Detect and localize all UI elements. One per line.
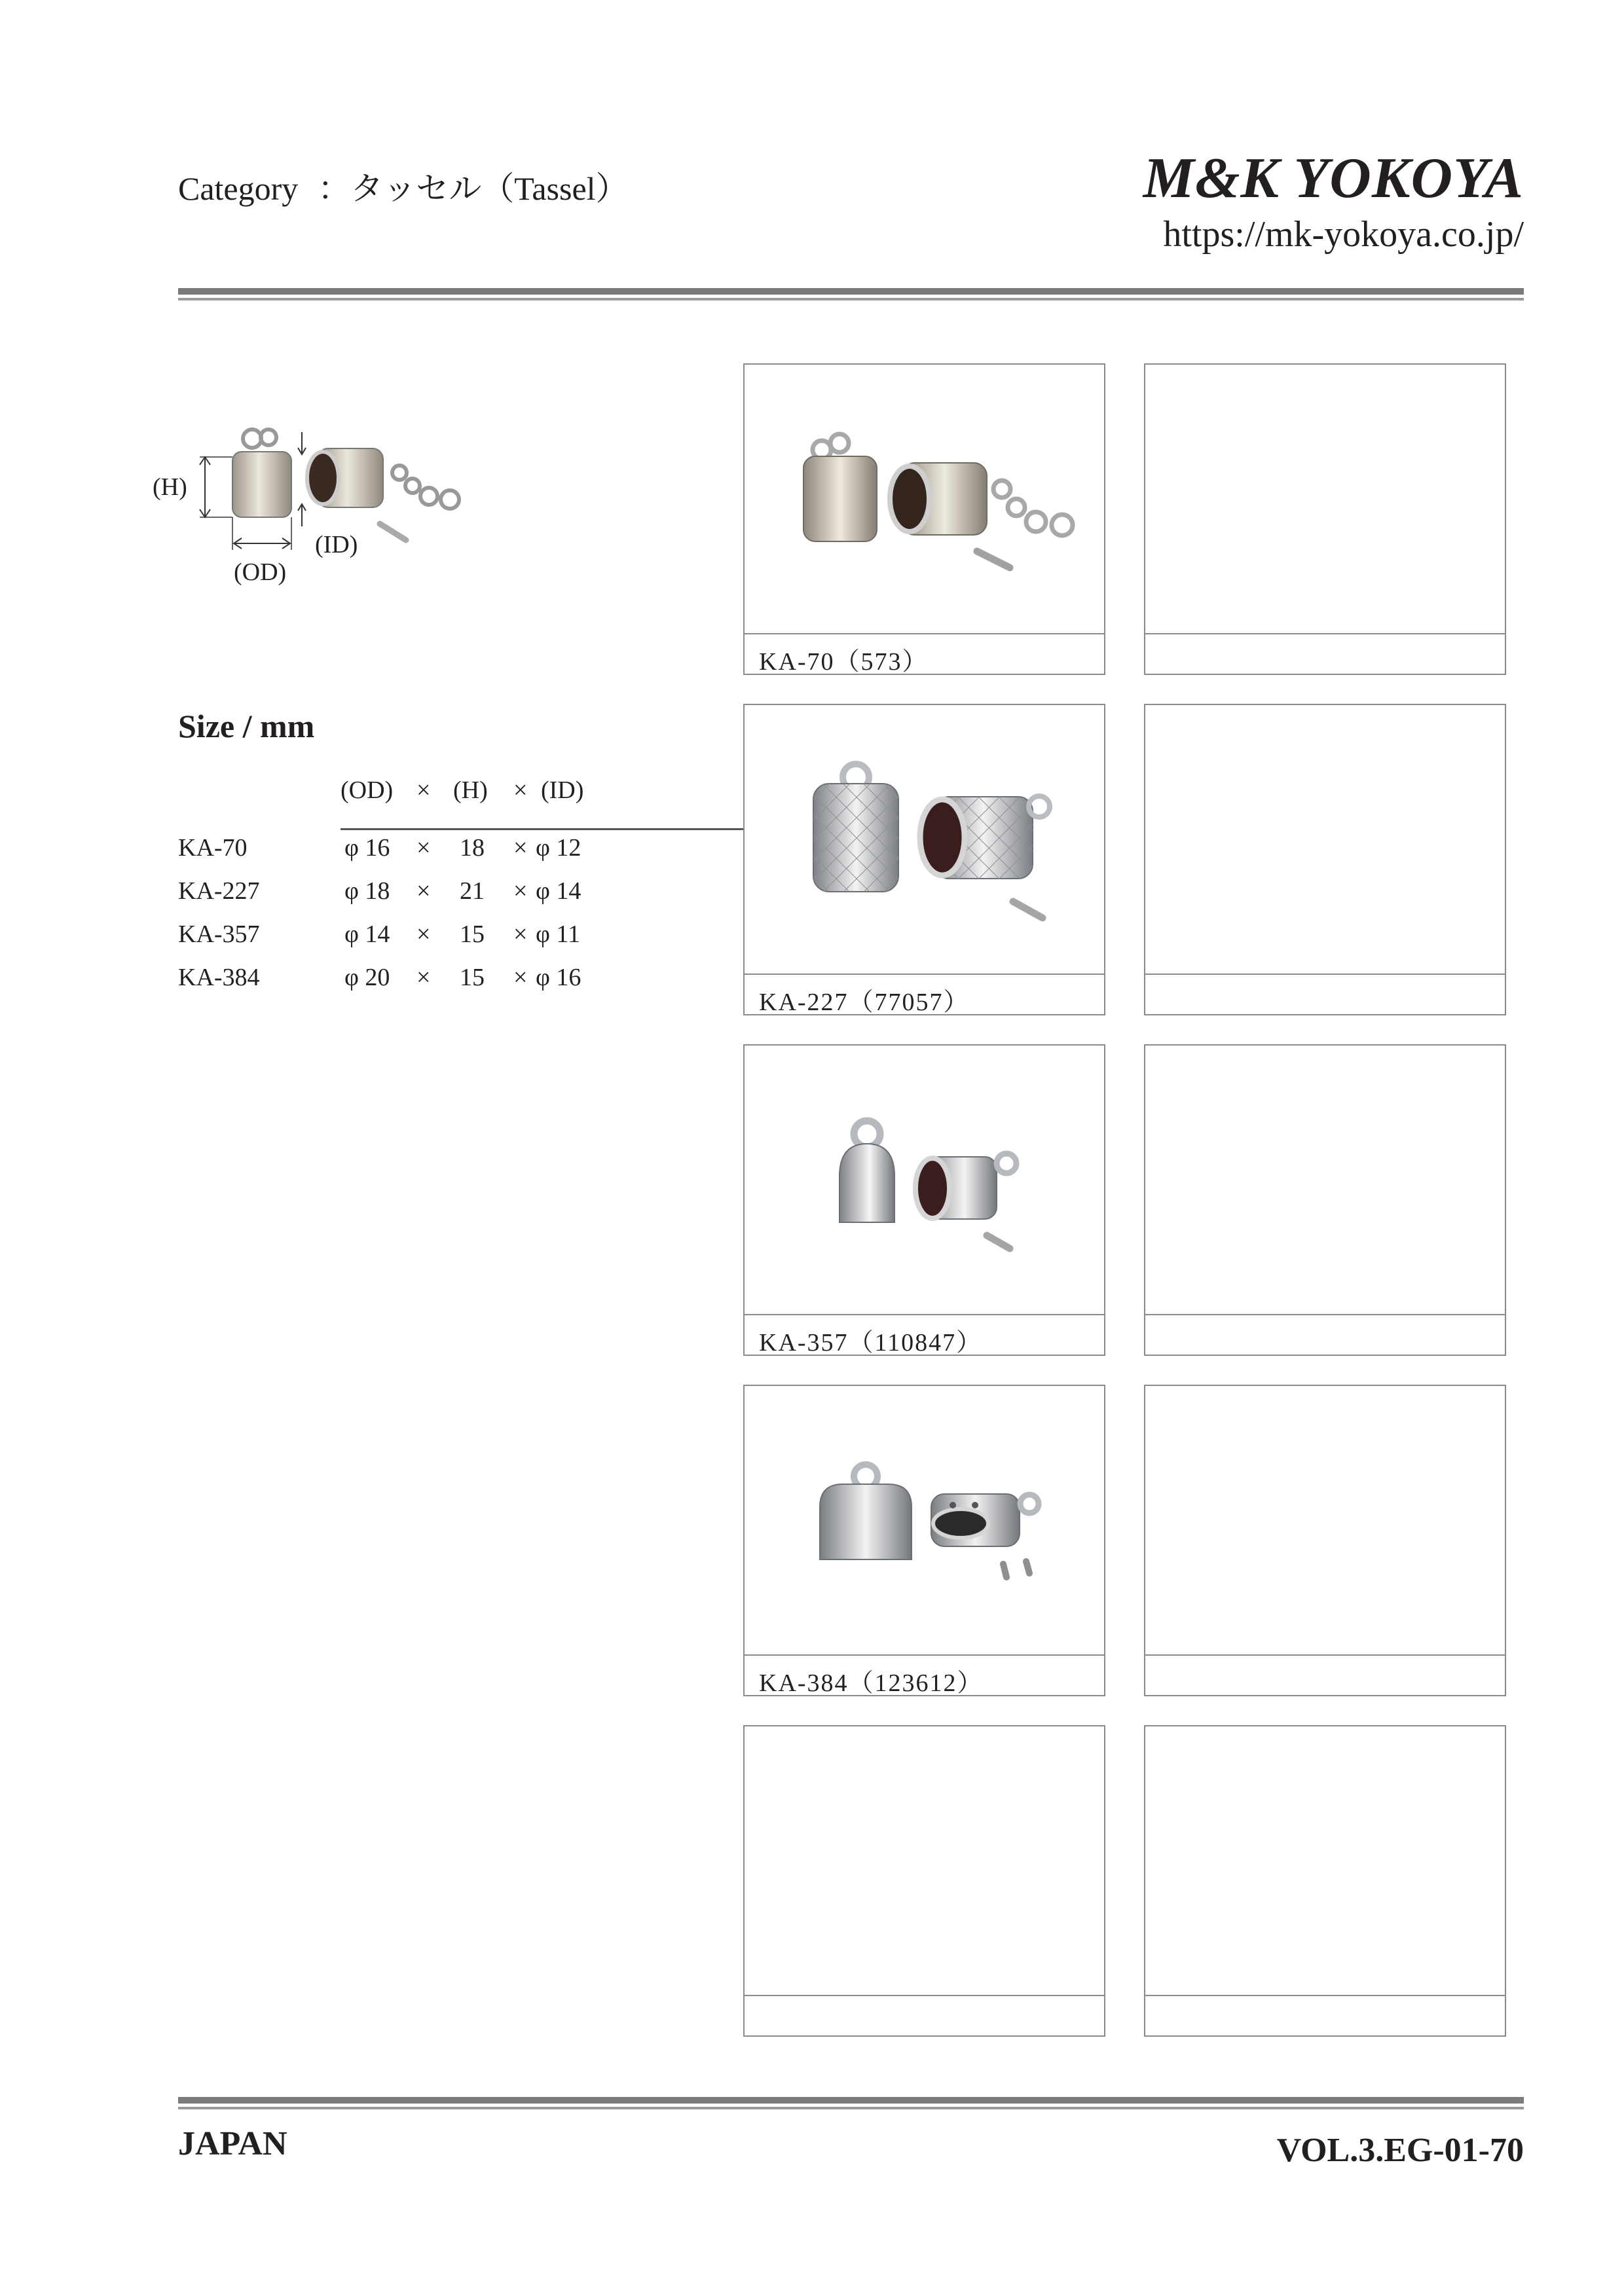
product-caption [1145, 633, 1505, 674]
h-cell: 18 [460, 834, 485, 862]
times-cell: × [513, 964, 528, 991]
website-link[interactable]: https://mk-yokoya.co.jp/ [1163, 214, 1524, 255]
outer-diameter-label: (OD) [234, 558, 287, 586]
product-photo-empty [1145, 1726, 1505, 1995]
product-photo [745, 365, 1104, 633]
id-cell: φ 11 [536, 920, 581, 948]
product-card-empty [1144, 704, 1506, 1015]
times-cell: × [416, 834, 431, 862]
h-cell: 21 [460, 877, 485, 905]
dimension-diagram-graphic [147, 412, 488, 609]
id-cell: φ 12 [536, 834, 581, 862]
footer-divider-top [178, 2097, 1524, 2104]
volume-code: VOL.3.EG-01-70 [1276, 2132, 1524, 2169]
height-label: (H) [153, 473, 187, 501]
od-cell: φ 16 [344, 834, 390, 862]
table-row [178, 833, 833, 873]
woven-end-cap-icon [745, 705, 1104, 974]
model-cell: KA-357 [178, 920, 260, 948]
product-card-empty [743, 1725, 1105, 2037]
product-photo [745, 1046, 1104, 1314]
product-card[interactable] [743, 1385, 1105, 1696]
h-cell: 15 [460, 920, 485, 948]
product-caption [1145, 1314, 1505, 1355]
product-caption [1145, 1654, 1505, 1695]
product-card[interactable] [743, 704, 1105, 1015]
id-cell: φ 14 [536, 877, 581, 905]
product-photo-empty [1145, 705, 1505, 974]
category-label: Category [178, 170, 299, 207]
product-caption [745, 1314, 1104, 1355]
brand-name: M&K YOKOYA [1143, 147, 1524, 210]
dimension-diagram [147, 412, 488, 609]
column-header-h: (H) [453, 776, 488, 804]
product-caption [1145, 1995, 1505, 2035]
product-photo-empty [1145, 365, 1505, 633]
column-header-id: (ID) [541, 776, 584, 804]
product-caption [745, 1995, 1104, 2035]
inner-diameter-label: (ID) [315, 531, 358, 558]
oval-end-cap-icon [745, 1386, 1104, 1654]
product-card-empty [1144, 1385, 1506, 1696]
id-cell: φ 16 [536, 964, 581, 991]
times-cell: × [513, 877, 528, 905]
ornate-end-cap-icon [745, 365, 1104, 633]
h-cell: 15 [460, 964, 485, 991]
size-title: Size / mm [178, 708, 315, 744]
header-divider-top [178, 288, 1524, 295]
times-cell: × [513, 834, 528, 862]
product-code: KA-70（573） [759, 648, 929, 676]
model-cell: KA-70 [178, 834, 248, 862]
country-label: JAPAN [178, 2125, 287, 2162]
dome-end-cap-icon [745, 1046, 1104, 1314]
product-code: KA-227（77057） [759, 989, 970, 1016]
product-code: KA-357（110847） [759, 1329, 983, 1357]
product-card[interactable] [743, 1044, 1105, 1356]
product-photo [745, 705, 1104, 974]
product-photo [745, 1386, 1104, 1654]
product-code: KA-384（123612） [759, 1669, 984, 1697]
product-caption [1145, 974, 1505, 1014]
model-cell: KA-227 [178, 877, 260, 905]
product-caption [745, 633, 1104, 674]
column-header-times: × [513, 776, 528, 804]
product-card-empty [1144, 1725, 1506, 2037]
times-cell: × [416, 920, 431, 948]
product-caption [745, 1654, 1104, 1695]
product-photo-empty [1145, 1046, 1505, 1314]
product-photo-empty [745, 1726, 1104, 1995]
table-row [178, 877, 833, 916]
category-line [178, 162, 629, 210]
column-header-od: (OD) [341, 776, 394, 804]
footer-divider-bottom [178, 2107, 1524, 2109]
table-row [178, 963, 833, 1002]
table-header-rule [341, 828, 781, 830]
product-card-empty [1144, 363, 1506, 675]
product-card-empty [1144, 1044, 1506, 1356]
header-divider-bottom [178, 298, 1524, 301]
times-cell: × [416, 964, 431, 991]
category-value: ：タッセル（Tassel） [318, 170, 629, 207]
od-cell: φ 20 [344, 964, 390, 991]
product-photo-empty [1145, 1386, 1505, 1654]
column-header-times: × [416, 776, 431, 804]
od-cell: φ 14 [344, 920, 390, 948]
product-card[interactable] [743, 363, 1105, 675]
model-cell: KA-384 [178, 964, 260, 991]
table-row [178, 920, 833, 959]
product-caption [745, 974, 1104, 1014]
times-cell: × [416, 877, 431, 905]
od-cell: φ 18 [344, 877, 390, 905]
times-cell: × [513, 920, 528, 948]
